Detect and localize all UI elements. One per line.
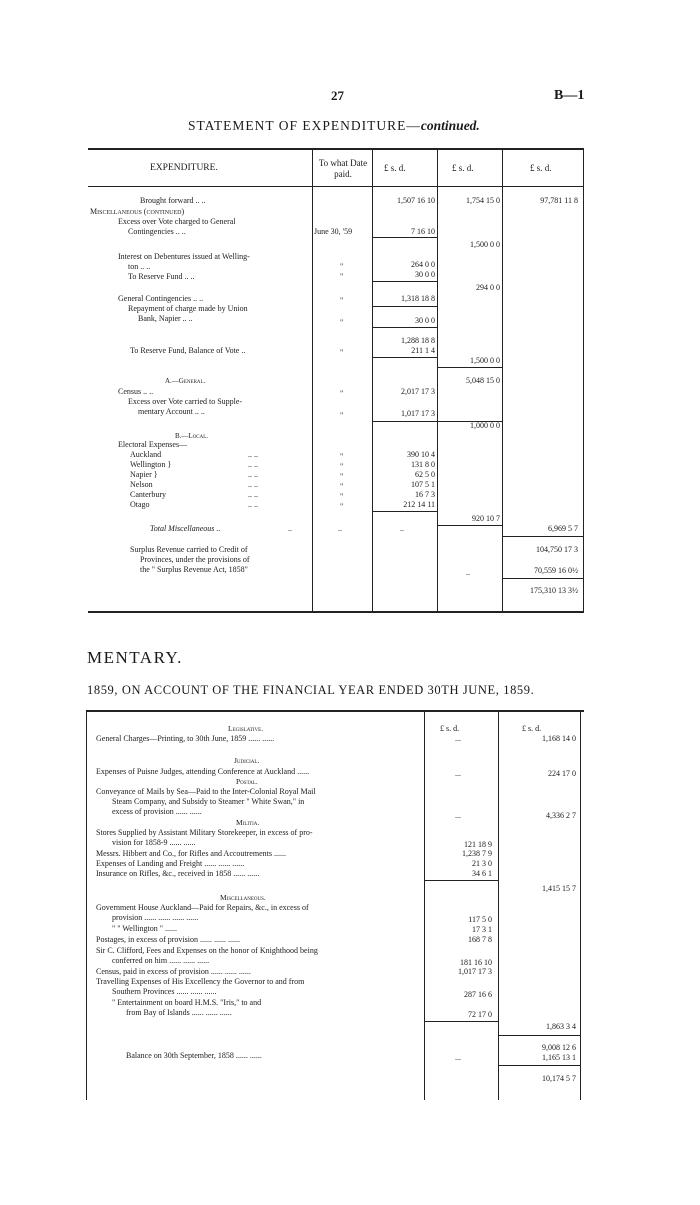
dots-3: .. .. [248,470,258,479]
heading-local: B.—Local. [175,432,209,440]
page-code: B—1 [554,88,585,103]
dots-5: .. .. [248,490,258,499]
t2-landing: Expenses of Landing and Freight ...... ...... ...... [96,859,245,868]
census-c1: 2,017 17 3 [401,387,435,396]
reserve-c2: 294 0 0 [476,283,500,292]
t2-mails-c2: 4,336 2 7 [546,811,576,820]
otago-c1: 212 14 11 [403,500,435,509]
t2-stores-c1: 121 18 9 [464,840,492,849]
row-napier: Napier } [130,470,158,479]
ditto-repay: " [340,318,344,327]
electoral-c2: 920 10 7 [472,514,500,523]
t2-govhouse-c1: 117 5 0 [468,915,492,924]
reserve-c1: 30 0 0 [415,270,435,279]
total-dots-a: .. [288,524,292,533]
balvote-c2: 1,500 0 0 [470,356,500,365]
ditto-e5: " [340,492,344,501]
row-census-excess-1: Excess over Vote carried to Supple- [128,397,243,406]
row-repayment-2: Bank, Napier .. .. [138,314,193,323]
title-continued: continued. [420,118,480,133]
repay-c1: 30 0 0 [415,316,435,325]
t2-head-c1: £ s. d. [440,724,460,733]
t2-head-c2: £ s. d. [522,724,542,733]
t2-militia-c2: 1,415 15 7 [542,884,576,893]
excess-c2: 1,500 0 0 [470,240,500,249]
total-c3: 6,969 5 7 [548,524,578,533]
t2-stores-2: vision for 1858-9 ...... ...... [112,838,196,847]
brought-c2: 1,754 15 0 [466,196,500,205]
ditto-census-ex: " [340,411,344,420]
grand-c3: 175,310 13 3½ [530,586,578,595]
row-interest-1: Interest on Debentures issued at Welling- [118,252,250,261]
t2-govhouse-2: provision ...... ...... ...... ...... [112,913,199,922]
t2-mails-2: Steam Company, and Subsidy to Steamer " White Swan," in [112,797,305,806]
row-surplus-3: the " Surplus Revenue Act, 1858" [140,565,248,574]
section-heading: MENTARY. [87,648,183,667]
ditto-e1: " [340,452,344,461]
t2-travel-1: Travelling Expenses of His Excellency the Governor to and from [96,977,305,986]
t2-legislative: Legislative. [228,724,264,733]
interest-c1: 264 0 0 [411,260,435,269]
ditto-e3: " [340,472,344,481]
ditto-gc: " [340,296,344,305]
t2-gen-c1: ... [455,734,461,743]
section-subheading: 1859, ON ACCOUNT OF THE FINANCIAL YEAR ENDED 30TH JUNE, 1859. [87,683,535,697]
t2-stores-1: Stores Supplied by Assistant Military Storekeeper, in excess of pro- [96,828,313,837]
total-dots-c: .. [400,524,404,533]
col-head-c2: £ s. d. [452,163,474,173]
t2-govhouse-1: Government House Auckland—Paid for Repairs, &c., in excess of [96,903,309,912]
nelson-c1: 107 5 1 [411,480,435,489]
surplus-c3b: 70,559 16 0½ [534,566,578,575]
col-head-c3: £ s. d. [530,163,552,173]
t2-grand-c2: 10,174 5 7 [542,1074,576,1083]
t2-clifford-c1: 181 16 10 [460,958,492,967]
t2-enter-2: from Bay of Islands ...... ...... ...... [126,1008,232,1017]
t2-hibbert-c1: 1,238 7 9 [462,849,492,858]
t2-mails-c1: ... [455,811,461,820]
page-number: 27 [331,88,344,103]
ditto-interest: " [340,262,344,271]
t2-insurance-c1: 34 6 1 [472,869,492,878]
row-excess-2: Contingencies .. .. [128,227,186,236]
row-electoral: Electoral Expenses— [118,440,188,449]
t2-landing-c1: 21 3 0 [472,859,492,868]
t2-judicial: Judicial. [234,756,260,765]
t2-mails-3: excess of provision ...... ...... [112,807,202,816]
row-brought-forward: Brought forward .. .. [140,196,206,205]
t2-mails-1: Conveyance of Mails by Sea—Paid to the Inter-Colonial Royal Mail [96,787,316,796]
t2-postal: Postal. [236,777,258,786]
row-interest-2: ton .. .. [128,262,151,271]
row-total-misc: Total Miscellaneous .. [150,524,221,533]
row-census-excess-2: mentary Account .. .. [138,407,205,416]
row-auckland: Auckland [130,450,162,459]
heading-general: A.—General. [165,377,206,385]
auckland-c1: 390 10 4 [407,450,435,459]
napier-c1: 62 5 0 [415,470,435,479]
sum1-c1: 1,288 18 8 [401,336,435,345]
col-head-date: To what Date paid. [318,158,368,179]
t2-balance-c1: ... [455,1053,461,1062]
excess-date: June 30, '59 [314,227,353,236]
row-census: Census .. .. [118,387,154,396]
brought-c3: 97,781 11 8 [540,196,578,205]
dots-2: .. .. [248,460,258,469]
t2-clifford-2: conferred on him ...... ...... ...... [112,956,210,965]
row-general-contingencies: General Contingencies .. .. [118,294,204,303]
t2-travel-c1: 287 16 6 [464,990,492,999]
t2-census-c1: 1,017 17 3 [458,967,492,976]
t2-balance-c2: 1,165 13 1 [542,1053,576,1062]
surplus-c3a: 104,750 17 3 [536,545,578,554]
t2-judges: Expenses of Puisne Judges, attending Conference at Auckland ...... [96,767,310,776]
t2-postages-c1: 168 7 8 [468,935,492,944]
dots-1: .. .. [248,450,258,459]
excess-c1: 7 16 10 [411,227,435,236]
row-wellington: Wellington } [130,460,172,469]
t2-travel-2: Southern Provinces ...... ...... ...... [112,987,217,996]
census-ex-c1: 1,017 17 3 [401,409,435,418]
total-dots-b: .. [338,524,342,533]
t2-gen-charges: General Charges—Printing, to 30th June, 1859 ...... ...... [96,734,275,743]
sum2-c1: 211 1 4 [411,346,435,355]
t2-clifford-1: Sir C. Clifford, Fees and Expenses on the honor of Knighthood being [96,946,318,955]
t2-insurance: Insurance on Rifles, &c., received in 1858 ...... ...... [96,869,260,878]
t2-misc-c2: 1,863 3 4 [546,1022,576,1031]
row-otago: Otago [130,500,150,509]
dots-6: .. .. [248,500,258,509]
ditto-census: " [340,389,344,398]
t2-balance: Balance on 30th September, 1858 ...... ...... [126,1051,262,1060]
title-text: STATEMENT OF EXPENDITURE— [188,118,421,133]
t2-postages: Postages, in excess of provision ...... ...... ...... [96,935,240,944]
col-head-expenditure: EXPENDITURE. [150,163,218,173]
row-repayment-1: Repayment of charge made by Union [128,304,248,313]
surplus-dots: .. [466,568,470,577]
row-misc-continued: Miscellaneous (continued) [90,207,185,216]
row-surplus-1: Surplus Revenue carried to Credit of [130,545,248,554]
t2-govwell: " " Wellington " ...... [112,924,178,933]
t2-misc: Miscellaneous. [220,893,266,902]
row-balance-vote: To Reserve Fund, Balance of Vote .. [130,346,246,355]
row-reserve-fund: To Reserve Fund .. .. [128,272,195,281]
ditto-balvote: " [340,348,344,357]
t2-militia: Militia. [236,818,260,827]
col-head-c1: £ s. d. [384,163,406,173]
row-nelson: Nelson [130,480,153,489]
t2-enter-c1: 72 17 0 [468,1010,492,1019]
dots-4: .. .. [248,480,258,489]
gc-c1: 1,318 18 8 [401,294,435,303]
t2-govwell-c1: 17 3 1 [472,925,492,934]
row-excess-1: Excess over Vote charged to General [118,217,236,226]
t2-hibbert: Messrs. Hibbert and Co., for Rifles and Accoutrements ...... [96,849,286,858]
ditto-e2: " [340,462,344,471]
row-surplus-2: Provinces, under the provisions of [140,555,250,564]
ditto-e4: " [340,482,344,491]
census-c2: 1,000 0 0 [470,421,500,430]
ditto-reserve: " [340,272,344,281]
t2-gen-c2: 1,168 14 0 [542,734,576,743]
t2-census: Census, paid in excess of provision ...... ...... ...... [96,967,251,976]
general-c2: 5,048 15 0 [466,376,500,385]
t2-enter-1: " Entertainment on board H.M.S. "Iris," to and [112,998,262,1007]
page-title [188,118,480,134]
t2-sum-c2: 9,008 12 6 [542,1043,576,1052]
brought-c1: 1,507 16 10 [397,196,435,205]
ditto-e6: " [340,502,344,511]
wellington-c1: 131 8 0 [411,460,435,469]
row-canterbury: Canterbury [130,490,166,499]
t2-judges-c2: 224 17 0 [548,769,576,778]
canterbury-c1: 16 7 3 [415,490,435,499]
t2-judges-c1: ... [455,769,461,778]
